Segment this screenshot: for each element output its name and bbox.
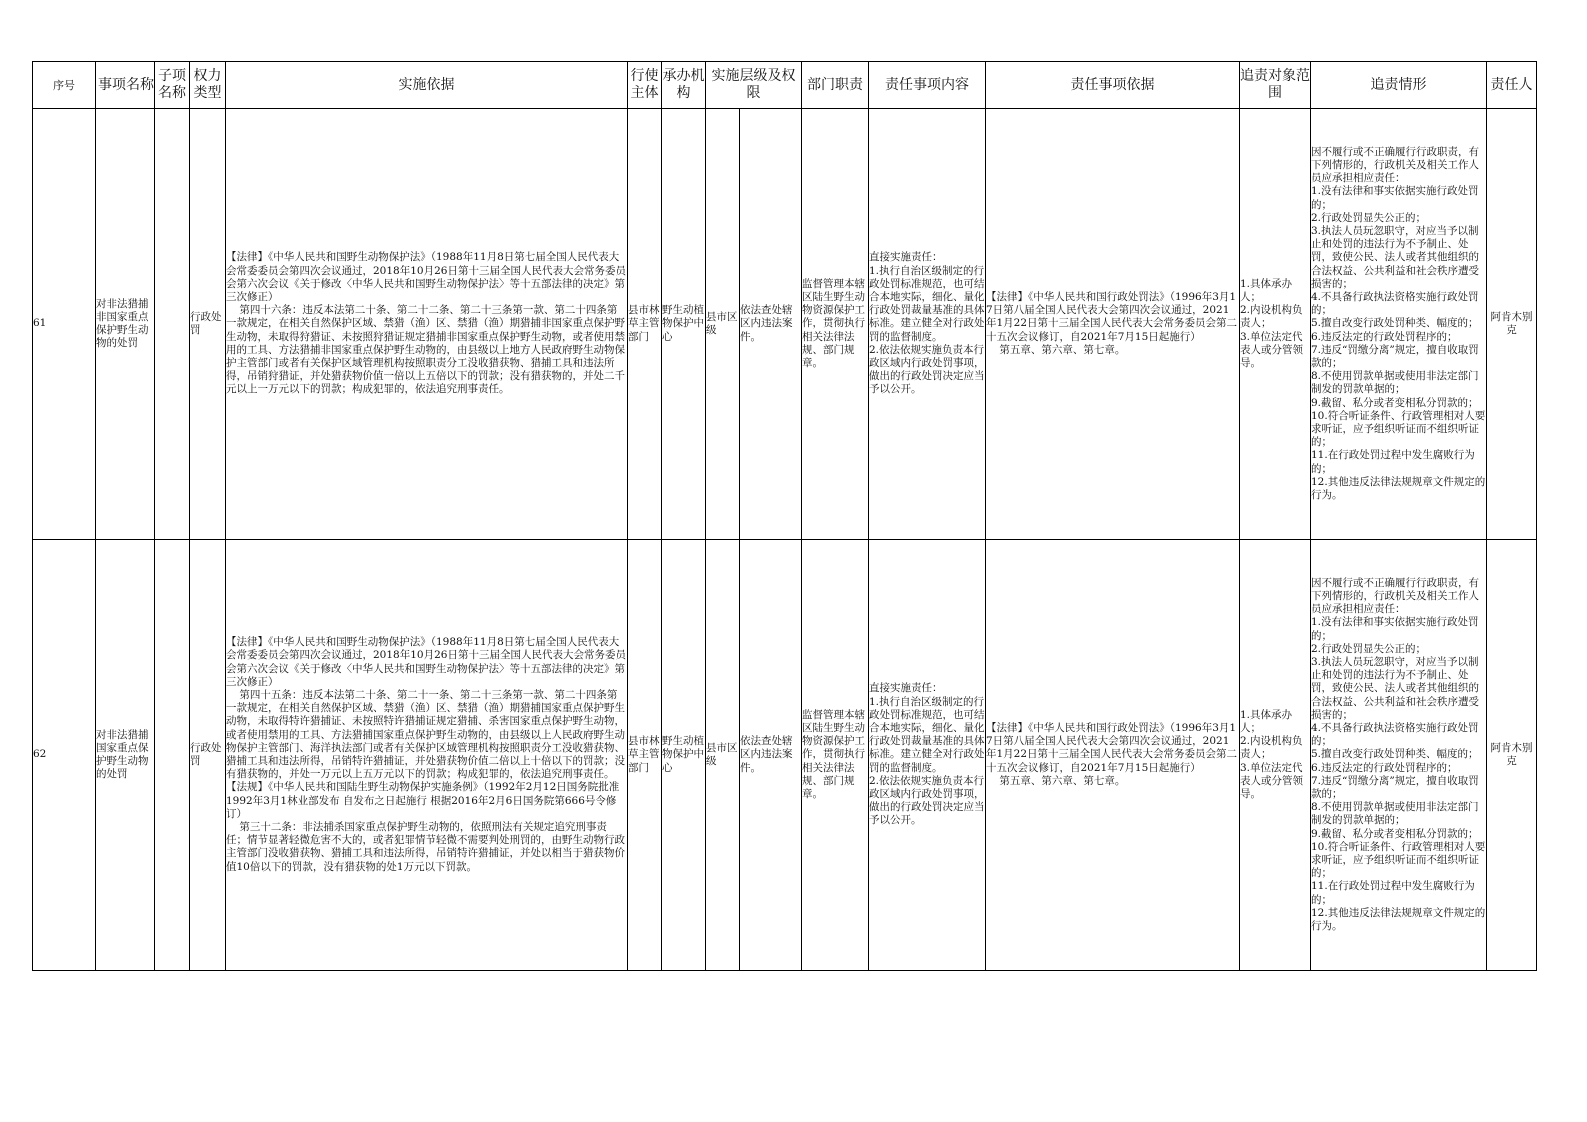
header-scope: 追责对象范围 — [1240, 62, 1311, 109]
row-person: 阿肯木别克 — [1487, 109, 1537, 540]
header-power-type: 权力类型 — [190, 62, 226, 109]
row-authority: 依法查处辖区内违法案件。 — [740, 540, 802, 971]
row-item-name: 对非法猎捕国家重点保护野生动物的处罚 — [96, 540, 155, 971]
header-situation: 追责情形 — [1311, 62, 1487, 109]
row-person: 阿肯木别克 — [1487, 540, 1537, 971]
table-row — [33, 109, 1537, 540]
header-person: 责任人 — [1487, 62, 1537, 109]
row-situation: 因不履行或不正确履行行政职责，有下列情形的，行政机关及相关工作人员应承担相应责任： 1.没有法律和事实依据实施行政处罚的； 2.行政处罚显失公正的； 3.执法人员玩忽职守，对应当予以制止和处罚的违法行为不予制止、处罚，致使公民、法人或者其他组织的合法权益、公共利益和社会秩序遭受损害的； 4.不具备行政执法资格实施行政处罚的； 5.擅自改变行政处罚种类、幅度的； 6.违反法定的行政处罚程序的； 7.违反“罚缴分离”规定，擅自收取罚款的； 8.不使用罚款单据或使用非法定部门制发的罚款单据的； 9.截留、私分或者变相私分罚款的； 10.符合听证条件、行政管理相对人要求听证，应予组织听证而不组织听证的； 11.在行政处罚过程中发生腐败行为的； 12.其他违反法律法规规章文件规定的行为。 — [1311, 540, 1487, 971]
header-subject: 行使主体 — [628, 62, 662, 109]
row-authority: 依法查处辖区内违法案件。 — [740, 109, 802, 540]
header-sub-name: 子项名称 — [155, 62, 190, 109]
row-scope: 1.具体承办人； 2.内设机构负责人； 3.单位法定代表人或分管领导。 — [1240, 540, 1311, 971]
row-scope: 1.具体承办人； 2.内设机构负责人； 3.单位法定代表人或分管领导。 — [1240, 109, 1311, 540]
responsibility-table — [32, 61, 1537, 971]
table-row — [33, 540, 1537, 971]
row-agency: 野生动植物保护中心 — [662, 540, 706, 971]
row-situation: 因不履行或不正确履行行政职责，有下列情形的，行政机关及相关工作人员应承担相应责任： 1.没有法律和事实依据实施行政处罚的； 2.行政处罚显失公正的； 3.执法人员玩忽职守，对应当予以制止和处罚的违法行为不予制止、处罚，致使公民、法人或者其他组织的合法权益、公共利益和社会秩序遭受损害的； 4.不具备行政执法资格实施行政处罚的； 5.擅自改变行政处罚种类、幅度的； 6.违反法定的行政处罚程序的； 7.违反“罚缴分离”规定，擅自收取罚款的； 8.不使用罚款单据或使用非法定部门制发的罚款单据的； 9.截留、私分或者变相私分罚款的； 10.符合听证条件、行政管理相对人要求听证，应予组织听证而不组织听证的； 11.在行政处罚过程中发生腐败行为的； 12.其他违反法律法规规章文件规定的行为。 — [1311, 109, 1487, 540]
header-row — [33, 62, 1537, 109]
row-subject: 县市林草主管部门 — [628, 109, 662, 540]
row-resp-basis: 【法律】《中华人民共和国行政处罚法》（1996年3月17日第八届全国人民代表大会第四次会议通过，2021年1月22日第十三届全国人民代表大会常务委员会第二十五次会议修订，自2021年7月15日起施行） 第五章、第六章、第七章。 — [986, 109, 1240, 540]
header-resp-content: 责任事项内容 — [869, 62, 986, 109]
row-dept-duty: 监督管理本辖区陆生野生动物资源保护工作，贯彻执行相关法律法规、部门规章。 — [802, 109, 869, 540]
row-agency: 野生动植物保护中心 — [662, 109, 706, 540]
header-level: 实施层级及权限 — [706, 62, 802, 109]
row-resp-basis: 【法律】《中华人民共和国行政处罚法》（1996年3月17日第八届全国人民代表大会第四次会议通过，2021年1月22日第十三届全国人民代表大会常务委员会第二十五次会议修订，自2021年7月15日起施行） 第五章、第六章、第七章。 — [986, 540, 1240, 971]
row-resp-content: 直接实施责任： 1.执行自治区级制定的行政处罚标准规范，也可结合本地实际，细化、量化行政处罚裁量基准的具体标准。建立健全对行政处罚的监督制度。 2.依法依规实施负责本行政区域内行政处罚事项，做出的行政处罚决定应当予以公开。 — [869, 540, 986, 971]
row-level: 县市区级 — [706, 540, 740, 971]
header-seq: 序号 — [33, 62, 96, 109]
row-level: 县市区级 — [706, 109, 740, 540]
row-subject: 县市林草主管部门 — [628, 540, 662, 971]
row-resp-content: 直接实施责任： 1.执行自治区级制定的行政处罚标准规范，也可结合本地实际，细化、量化行政处罚裁量基准的具体标准。建立健全对行政处罚的监督制度。 2.依法依规实施负责本行政区域内行政处罚事项，做出的行政处罚决定应当予以公开。 — [869, 109, 986, 540]
header-basis: 实施依据 — [226, 62, 628, 109]
row-seq: 61 — [33, 109, 96, 540]
row-basis: 【法律】《中华人民共和国野生动物保护法》（1988年11月8日第七届全国人民代表大会常委委员会第四次会议通过，2018年10月26日第十三届全国人民代表大会常务委员会第六次会议《关于修改〈中华人民共和国野生动物保护法〉等十五部法律的决定》第三次修正） 第四十五条：违反本法第二十条、第二十一条、第二十三条第一款、第二十四条第一款规定，在相关自然保护区域、禁猎（渔）区、禁猎（渔）期猎捕国家重点保护野生动物，未取得特许猎捕证、未按照特许猎捕证规定猎捕、杀害国家重点保护野生动物，或者使用禁用的工具、方法猎捕国家重点保护野生动物的，由县级以上人民政府野生动物保护主管部门、海洋执法部门或者有关保护区域管理机构按照职责分工没收猎获物、猎捕工具和违法所得，吊销特许猎捕证，并处猎获物价值二倍以上十倍以下的罚款；没有猎获物的，并处一万元以上五万元以下的罚款；构成犯罪的，依法追究刑事责任。 【法规】《中华人民共和国陆生野生动物保护实施条例》（1992年2月12日国务院批准 1992年3月1林业部发布 自发布之日起施行 根据2016年2月6日国务院第666号令修订） 第三十二条：非法捕杀国家重点保护野生动物的，依照刑法有关规定追究刑事责任；情节显著轻微危害不大的，或者犯罪情节轻微不需要判处刑罚的，由野生动物行政主管部门没收猎获物、猎捕工具和违法所得，吊销特许猎捕证，并处以相当于猎获物价值10倍以下的罚款，没有猎获物的处1万元以下罚款。 — [226, 540, 628, 971]
row-power-type: 行政处罚 — [190, 109, 226, 540]
row-seq: 62 — [33, 540, 96, 971]
row-sub-name — [155, 540, 190, 971]
row-item-name: 对非法猎捕非国家重点保护野生动物的处罚 — [96, 109, 155, 540]
header-agency: 承办机构 — [662, 62, 706, 109]
header-item-name: 事项名称 — [96, 62, 155, 109]
row-basis: 【法律】《中华人民共和国野生动物保护法》（1988年11月8日第七届全国人民代表大会常委委员会第四次会议通过，2018年10月26日第十三届全国人民代表大会常务委员会第六次会议《关于修改〈中华人民共和国野生动物保护法〉等十五部法律的决定》第三次修正） 第四十六条：违反本法第二十条、第二十二条、第二十三条第一款、第二十四条第一款规定，在相关自然保护区域、禁猎（渔）区、禁猎（渔）期猎捕非国家重点保护野生动物，未取得狩猎证、未按照狩猎证规定猎捕非国家重点保护野生动物，或者使用禁用的工具、方法猎捕非国家重点保护野生动物的，由县级以上地方人民政府野生动物保护主管部门或者有关保护区域管理机构按照职责分工没收猎获物、猎捕工具和违法所得，吊销狩猎证，并处猎获物价值一倍以上五倍以下的罚款；没有猎获物的，并处二千元以上一万元以下的罚款；构成犯罪的，依法追究刑事责任。 — [226, 109, 628, 540]
row-power-type: 行政处罚 — [190, 540, 226, 971]
header-dept-duty: 部门职责 — [802, 62, 869, 109]
header-resp-basis: 责任事项依据 — [986, 62, 1240, 109]
row-dept-duty: 监督管理本辖区陆生野生动物资源保护工作，贯彻执行相关法律法规、部门规章。 — [802, 540, 869, 971]
row-sub-name — [155, 109, 190, 540]
